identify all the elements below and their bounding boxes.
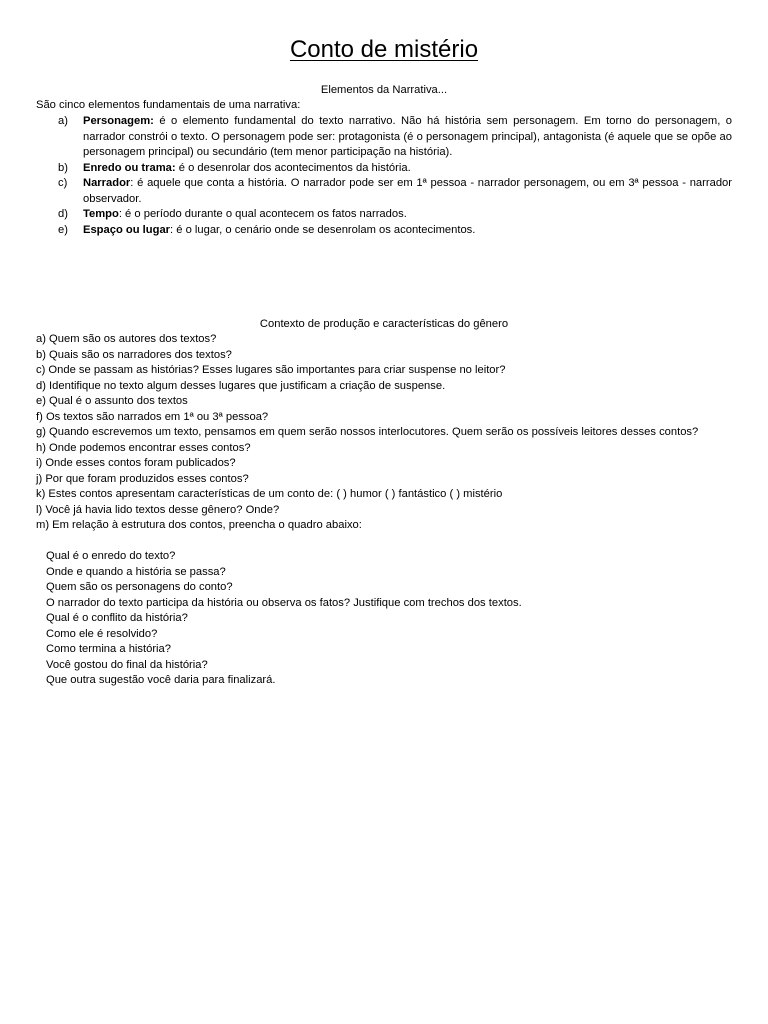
subquestion-item: Que outra sugestão você daria para finalizará.	[46, 674, 276, 686]
list-item	[36, 161, 732, 177]
list-text: : é o lugar, o cenário onde se desenrolam os acontecimentos.	[170, 223, 476, 236]
question-item: m) Em relação à estrutura dos contos, preencha o quadro abaixo:	[36, 519, 362, 531]
questions-list	[36, 332, 732, 534]
subquestion-item: O narrador do texto participa da história ou observa os fatos? Justifique com trechos dos textos.	[46, 596, 522, 609]
question-item: e) Qual é o assunto dos textos	[36, 395, 188, 407]
question-item: b) Quais são os narradores dos textos?	[36, 348, 232, 361]
list-text: é o desenrolar dos acontecimentos da história.	[175, 161, 411, 174]
list-marker: b)	[58, 161, 68, 174]
page-title-text: Conto de mistério	[289, 36, 479, 63]
subquestion-item: Quem são os personagens do conto?	[46, 581, 233, 593]
list-marker: a)	[58, 115, 68, 127]
list-marker: d)	[58, 208, 68, 220]
section-heading-elements: Elementos da Narrativa...	[320, 84, 448, 96]
list-term: Espaço ou lugar	[83, 223, 171, 236]
subquestion-item: Onde e quando a história se passa?	[46, 565, 226, 578]
section-heading-context: Contexto de produção e características do gênero	[259, 318, 509, 330]
page-title	[0, 34, 768, 66]
list-term: Narrador	[83, 177, 131, 189]
subquestion-item: Como termina a história?	[46, 643, 171, 655]
question-item: h) Onde podemos encontrar esses contos?	[36, 441, 251, 454]
list-item	[36, 207, 732, 223]
list-term: Enredo ou trama:	[83, 161, 176, 174]
list-marker: c)	[58, 177, 68, 189]
list-text: : é o período durante o qual acontecem os fatos narrados.	[118, 208, 407, 220]
question-item: l) Você já havia lido textos desse gênero? Onde?	[36, 503, 280, 516]
structure-subquestions-list	[46, 549, 726, 689]
subquestion-item: Qual é o enredo do texto?	[46, 550, 176, 562]
question-item: d) Identifique no texto algum desses lugares que justificam a criação de suspense.	[36, 379, 446, 392]
list-text: é o elemento fundamental do texto narrativo. Não há história sem personagem. Em torno do personagem, o narrador constrói o texto. O personagem pode ser: protagonista (é o personagem principal), antagonista (é aquele que se opõe ao personagem principal) ou secundário (tem menor participação na história).	[83, 115, 732, 158]
list-item	[36, 223, 732, 239]
list-text: : é aquele que conta a história. O narrador pode ser em 1ª pessoa - narrador personagem, ou em 3ª pessoa - narrador observador.	[83, 177, 732, 205]
list-item	[36, 114, 732, 161]
subquestion-item: Como ele é resolvido?	[46, 627, 158, 640]
narrative-elements-list	[36, 114, 732, 238]
question-item: f) Os textos são narrados em 1ª ou 3ª pessoa?	[36, 410, 269, 423]
subquestion-item: Qual é o conflito da história?	[46, 612, 188, 624]
question-item: c) Onde se passam as histórias? Esses lugares são importantes para criar suspense no leitor?	[36, 364, 506, 376]
question-item: a) Quem são os autores dos textos?	[36, 333, 217, 345]
list-term: Personagem:	[83, 115, 154, 127]
list-marker: e)	[58, 223, 68, 236]
question-item: j) Por que foram produzidos esses contos?	[36, 472, 249, 485]
list-term: Tempo	[83, 208, 119, 220]
question-item: k) Estes contos apresentam características de um conto de: ( ) humor ( ) fantástico ( ) mistério	[36, 488, 503, 500]
section-intro: São cinco elementos fundamentais de uma narrativa:	[36, 99, 301, 111]
subquestion-item: Você gostou do final da história?	[46, 658, 208, 671]
question-item: g) Quando escrevemos um texto, pensamos em quem serão nossos interlocutores. Quem serão os possíveis leitores desses contos?	[36, 426, 699, 438]
list-item	[36, 176, 732, 207]
question-item: i) Onde esses contos foram publicados?	[36, 457, 236, 469]
